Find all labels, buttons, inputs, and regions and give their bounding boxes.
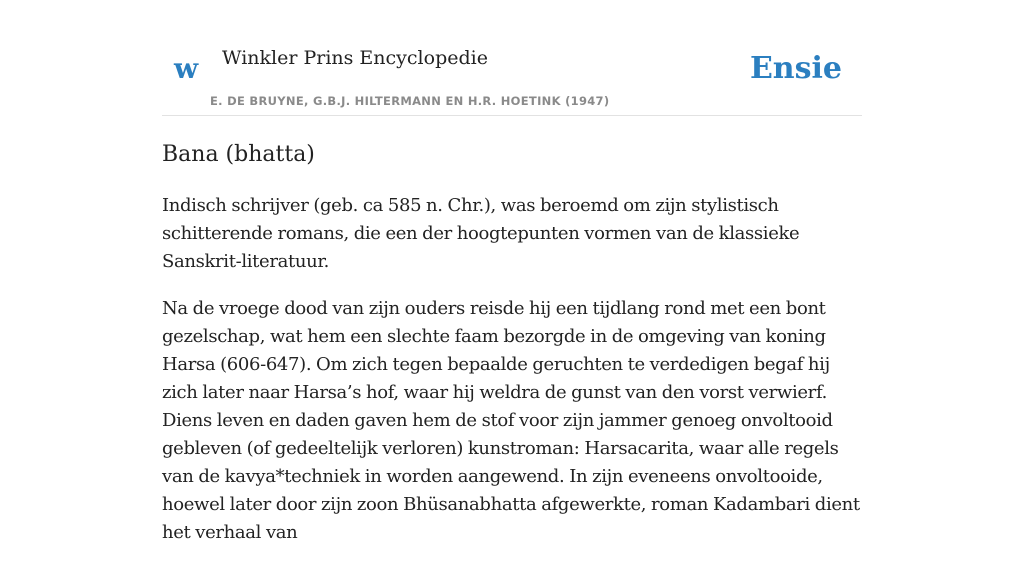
header-divider (162, 115, 862, 116)
article-body (162, 192, 862, 566)
paragraph: Indisch schrijver (geb. ca 585 n. Chr.), was beroemd om zijn stylistisch schitterende romans, die een der hoogtepunten vormen van de klassieke Sanskrit-literatuur. (162, 195, 800, 272)
entry-title: Bana (bhatta) (162, 142, 315, 167)
paragraph: Na de vroege dood van zijn ouders reisde hij een tijdlang rond met een bont gezelschap, wat hem een slechte faam bezorgde in de omgeving van koning Harsa (606-647). Om zich tegen bepaalde geruchten te verdedigen begaf hij zich later naar Harsa’s hof, waar hij weldra de gunst van den vorst verwierf. Diens leven en daden gaven hem de stof voor zijn jammer genoeg onvoltooid gebleven (of gedeeltelijk verloren) kunstroman: Harsacarita, waar alle regels van de kavya*techniek in worden aangewend. In zijn eveneens onvoltooide, hoewel later door zijn zoon Bhüsanabhatta afgewerkte, roman Kadambari dient het verhaal van (162, 298, 860, 543)
site-title[interactable]: Winkler Prins Encyclopedie (222, 47, 488, 69)
brand-logo[interactable]: Ensie (749, 51, 842, 86)
site-logo[interactable]: w (174, 52, 199, 85)
authors-line: E. DE BRUYNE, G.B.J. HILTERMANN EN H.R. HOETINK (1947) (210, 94, 610, 108)
